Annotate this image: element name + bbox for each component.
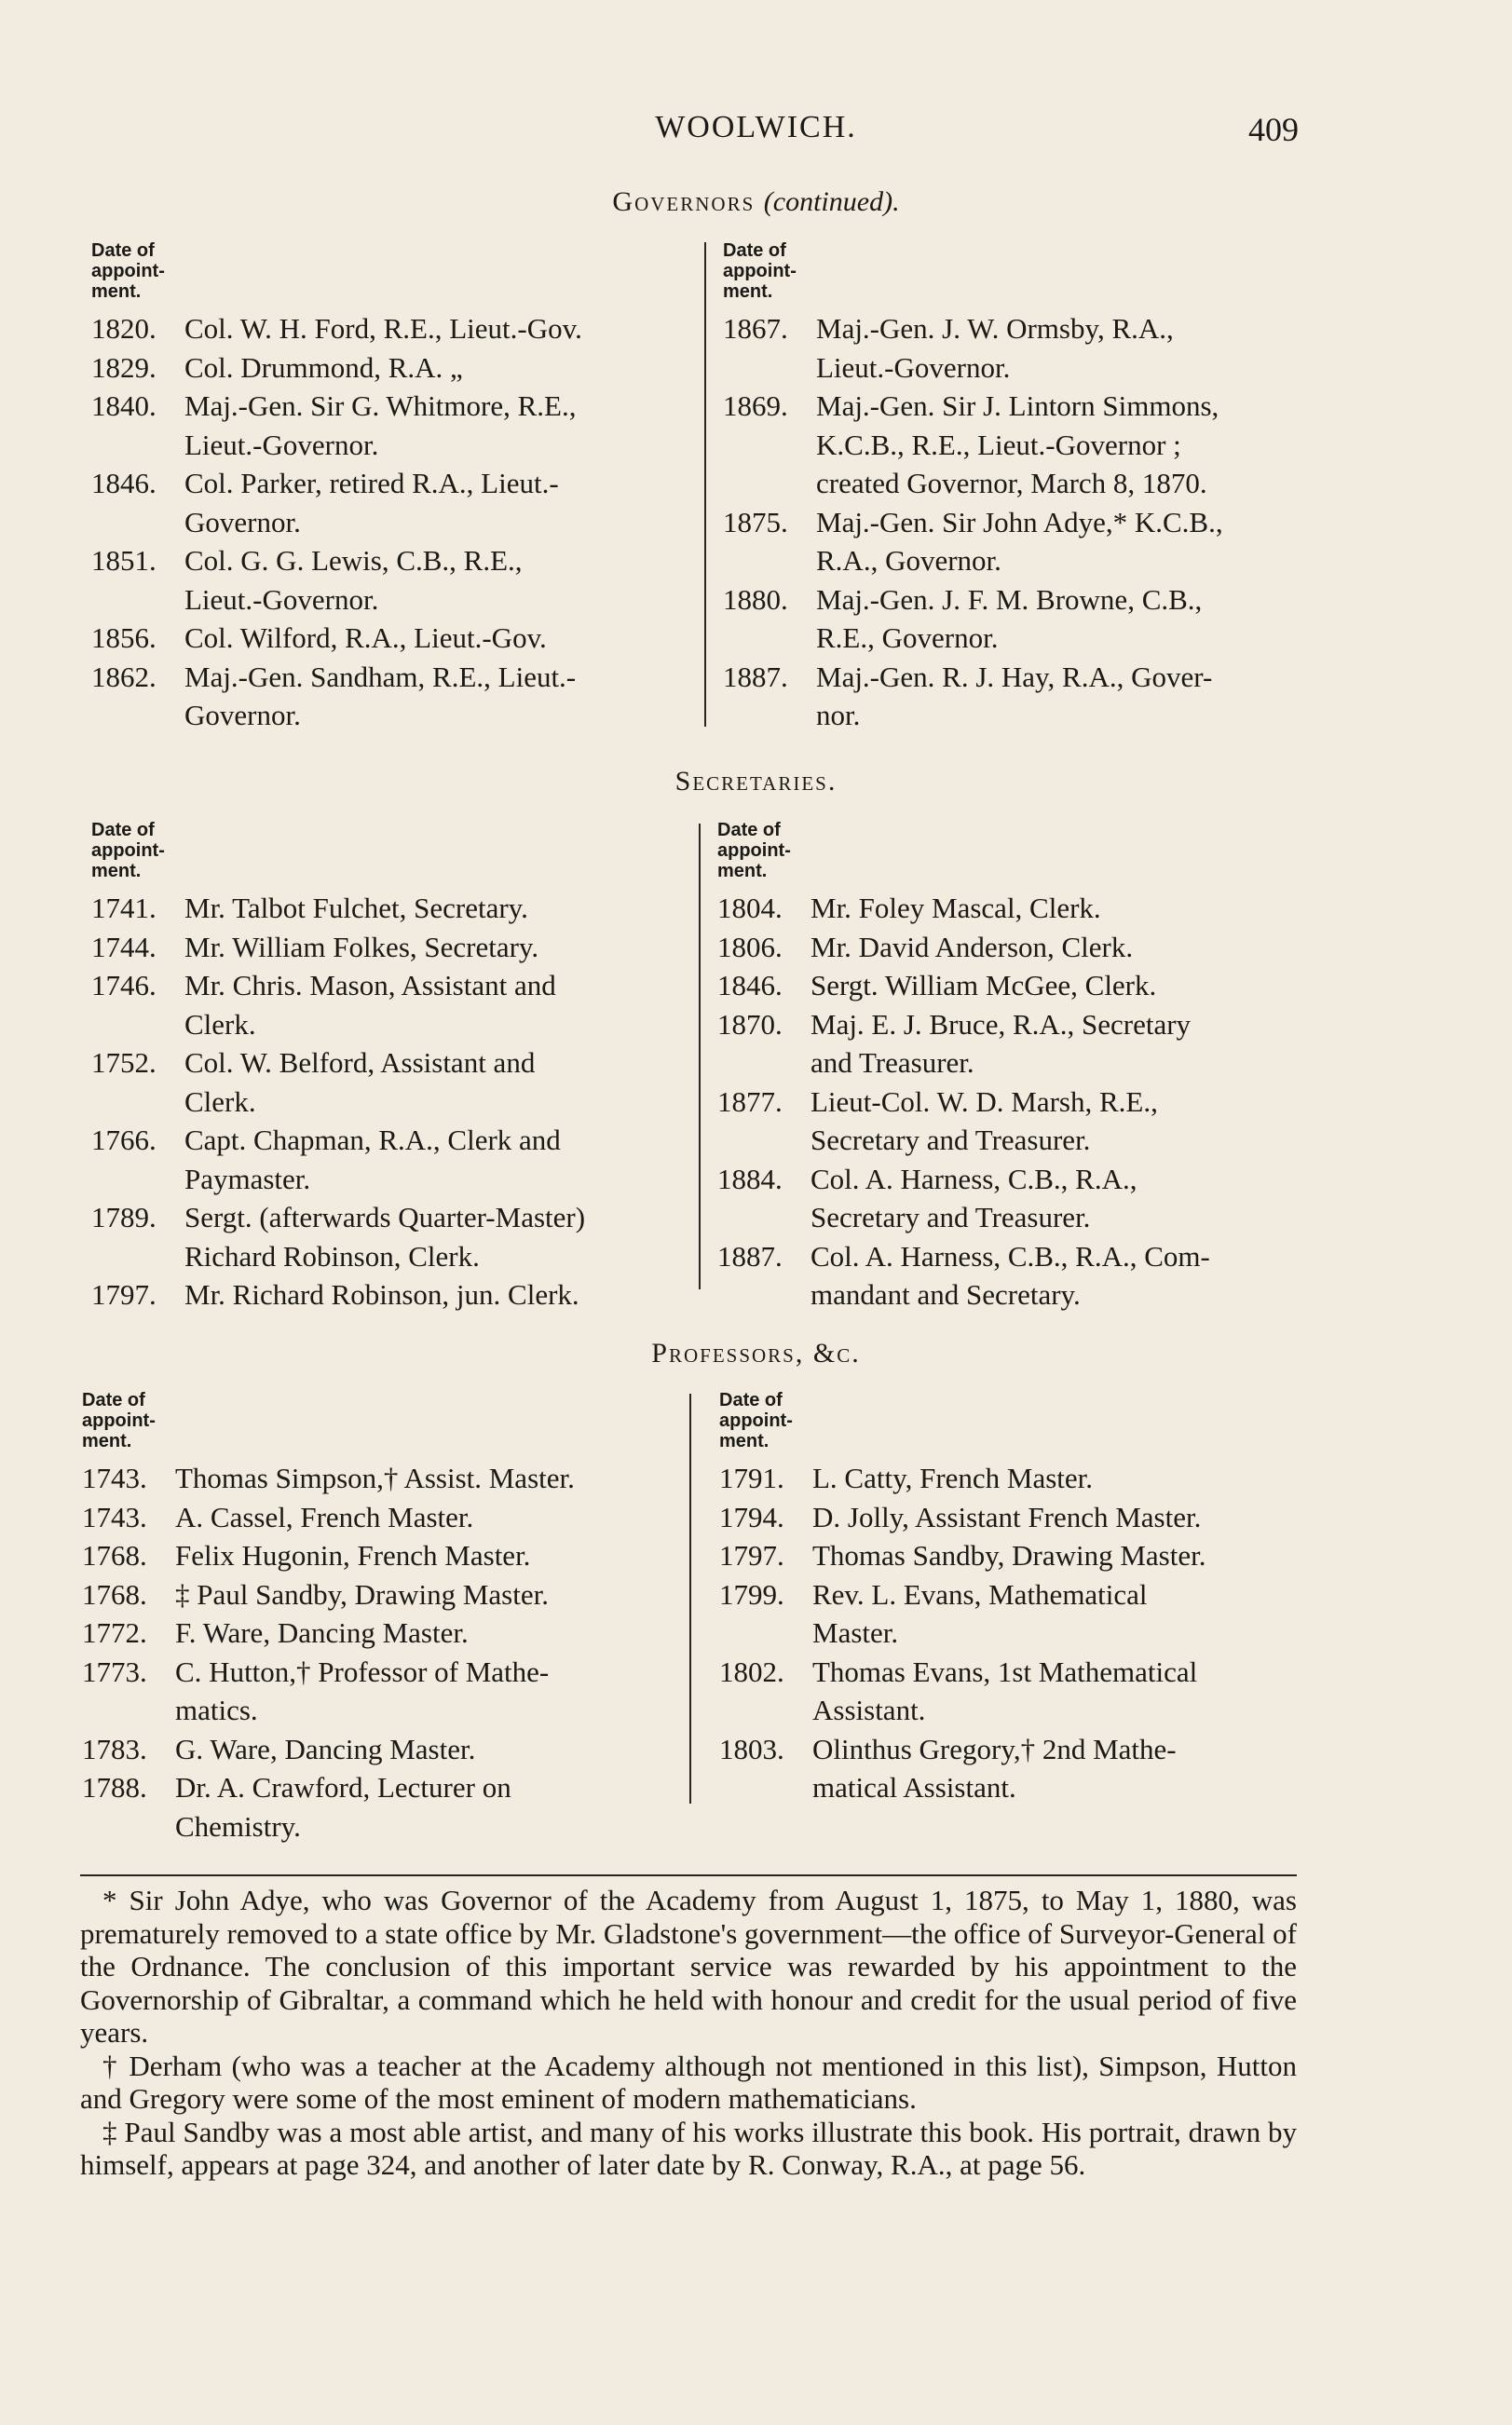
date-of-appointment-header: Date of appoint- ment. xyxy=(717,820,791,881)
appointment-entry xyxy=(91,387,682,464)
appointee-text-continued: mandant and Secretary. xyxy=(810,1278,1081,1311)
appointee-text: Mr. Chris. Mason, Assistant and xyxy=(184,969,556,1001)
appointee-text: Mr. Foley Mascal, Clerk. xyxy=(810,892,1101,924)
appointment-entry xyxy=(719,1498,1304,1537)
appointment-entry xyxy=(723,309,1304,387)
appointment-entry xyxy=(91,348,682,388)
appointment-year: 1869. xyxy=(723,389,788,422)
appointee-text: Mr. Richard Robinson, jun. Clerk. xyxy=(184,1278,579,1311)
column-rule xyxy=(699,824,701,1289)
appointee-text-continued: and Treasurer. xyxy=(810,1046,974,1079)
appointment-entry xyxy=(91,966,678,1043)
appointee-text: ‡ Paul Sandby, Drawing Master. xyxy=(175,1577,549,1611)
appointee-text: Mr. Talbot Fulchet, Secretary. xyxy=(184,892,528,924)
appointee-text: Olinthus Gregory,† 2nd Mathe- xyxy=(812,1732,1177,1765)
appointment-year: 1851. xyxy=(91,544,157,577)
footnote-adye: * Sir John Adye, who was Governor of the Academy from August 1, 1875, to May 1, 1880, was prematurely removed to a state office by Mr. Gladstone's government—the office of Surveyor-General of the Ordnance. The conclusion of this important service was rewarded by his appointment to the Governorship of Gibraltar, a command which he held with honour and credit for the usual period of five years. xyxy=(80,1884,1297,2049)
date-of-appointment-header: Date of appoint- ment. xyxy=(719,1390,793,1451)
governors-heading-label: Governors xyxy=(612,186,756,217)
appointee-text: Maj.-Gen. Sir John Adye,* K.C.B., xyxy=(816,505,1223,538)
appointment-year: 1887. xyxy=(717,1239,783,1273)
appointment-year: 1743. xyxy=(82,1462,147,1494)
appointee-text-continued: R.E., Governor. xyxy=(816,621,999,654)
appointee-text: Thomas Sandby, Drawing Master. xyxy=(812,1539,1206,1572)
appointment-year: 1877. xyxy=(717,1084,783,1118)
appointment-year: 1773. xyxy=(82,1655,147,1688)
appointment-year: 1743. xyxy=(82,1500,147,1533)
appointment-year: 1752. xyxy=(91,1046,157,1079)
appointment-year: 1846. xyxy=(91,467,157,499)
appointment-entry xyxy=(719,1575,1304,1653)
appointment-entry xyxy=(91,928,678,967)
appointment-entry xyxy=(91,658,682,735)
appointment-year: 1806. xyxy=(717,930,783,963)
appointee-text: Felix Hugonin, French Master. xyxy=(175,1539,531,1572)
appointee-text: Col. Wilford, R.A., Lieut.-Gov. xyxy=(184,621,547,654)
appointment-year: 1766. xyxy=(91,1124,157,1156)
appointment-entry xyxy=(82,1653,678,1730)
appointment-year: 1772. xyxy=(82,1616,147,1649)
footnotes xyxy=(80,1884,1297,2182)
appointee-text: Col. Drummond, R.A. „ xyxy=(184,350,463,384)
appointment-entry xyxy=(91,541,682,619)
appointee-text: Maj.-Gen. J. W. Ormsby, R.A., xyxy=(816,312,1174,345)
appointment-entry xyxy=(717,1237,1304,1315)
secretaries-left-column xyxy=(91,820,678,1315)
appointee-text: Col. A. Harness, C.B., R.A., xyxy=(810,1162,1137,1195)
appointment-entry xyxy=(82,1575,678,1614)
appointment-year: 1789. xyxy=(91,1201,157,1233)
appointee-text: F. Ware, Dancing Master. xyxy=(175,1616,469,1649)
appointment-entry xyxy=(82,1730,678,1769)
appointment-year: 1794. xyxy=(719,1500,784,1533)
appointee-text-continued: nor. xyxy=(816,699,861,731)
appointment-entry xyxy=(723,387,1304,503)
appointee-text: C. Hutton,† Professor of Mathe- xyxy=(175,1655,550,1688)
appointee-text: Rev. L. Evans, Mathematical xyxy=(812,1577,1148,1611)
appointee-text-continued: Paymaster. xyxy=(184,1162,311,1195)
appointment-year: 1887. xyxy=(723,660,788,693)
appointee-text: Maj.-Gen. J. F. M. Browne, C.B., xyxy=(816,582,1203,616)
appointment-entry xyxy=(91,619,682,658)
appointment-entry xyxy=(91,1043,678,1121)
column-rule xyxy=(689,1394,691,1804)
appointment-year: 1884. xyxy=(717,1162,783,1195)
appointment-entry xyxy=(82,1536,678,1575)
appointee-text-continued: Governor. xyxy=(184,505,301,538)
date-of-appointment-header: Date of appoint- ment. xyxy=(82,1390,156,1451)
running-head xyxy=(0,110,1512,157)
governors-left-column xyxy=(91,240,682,735)
appointment-entry xyxy=(719,1459,1304,1498)
appointment-year: 1880. xyxy=(723,582,788,616)
appointee-text: Maj.-Gen. Sir J. Lintorn Simmons, xyxy=(816,389,1219,422)
appointment-entry xyxy=(91,309,682,348)
appointment-entry xyxy=(719,1536,1304,1575)
appointee-text: Col. G. G. Lewis, C.B., R.E., xyxy=(184,544,523,577)
appointee-text: Col. W. H. Ford, R.E., Lieut.-Gov. xyxy=(184,312,582,345)
appointee-text-continued: Chemistry. xyxy=(175,1809,301,1843)
appointee-text: D. Jolly, Assistant French Master. xyxy=(812,1500,1202,1533)
appointment-year: 1820. xyxy=(91,312,157,345)
appointment-entry xyxy=(82,1614,678,1653)
appointment-entry xyxy=(91,889,678,928)
date-of-appointment-header: Date of appoint- ment. xyxy=(723,240,797,302)
appointee-text-continued: Master. xyxy=(812,1616,899,1649)
appointee-text-continued: K.C.B., R.E., Lieut.-Governor ; xyxy=(816,428,1181,461)
appointment-entry xyxy=(719,1653,1304,1730)
appointment-year: 1856. xyxy=(91,621,157,654)
appointment-entry xyxy=(717,966,1304,1005)
appointee-text: Maj. E. J. Bruce, R.A., Secretary xyxy=(810,1007,1192,1041)
professors-left-column xyxy=(82,1390,678,1846)
appointment-entry xyxy=(91,1121,678,1198)
appointee-text: Lieut-Col. W. D. Marsh, R.E., xyxy=(810,1084,1158,1118)
footnote-sandby: ‡ Paul Sandby was a most able artist, and many of his works illustrate this book. His portrait, drawn by himself, appears at page 324, and another of later date by R. Conway, R.A., at page 56. xyxy=(80,2115,1297,2181)
appointment-year: 1875. xyxy=(723,505,788,538)
appointment-year: 1744. xyxy=(91,930,157,963)
appointee-text: Sergt. (afterwards Quarter-Master) xyxy=(184,1201,586,1233)
appointment-entry xyxy=(723,503,1304,580)
appointee-text: Maj.-Gen. Sandham, R.E., Lieut.- xyxy=(184,660,577,693)
appointee-text: Col. W. Belford, Assistant and xyxy=(184,1046,536,1079)
appointment-entry xyxy=(717,889,1304,928)
secretaries-right-column xyxy=(717,820,1304,1315)
appointee-text-continued: Secretary and Treasurer. xyxy=(810,1201,1091,1233)
appointee-text-continued: Clerk. xyxy=(184,1084,256,1118)
column-rule xyxy=(704,242,706,727)
appointee-text-continued: created Governor, March 8, 1870. xyxy=(816,467,1207,499)
professors-heading: Professors, &c. xyxy=(651,1338,861,1369)
appointment-entry xyxy=(82,1459,678,1498)
appointee-text: Sergt. William McGee, Clerk. xyxy=(810,969,1157,1001)
appointment-year: 1783. xyxy=(82,1732,147,1765)
appointee-text: A. Cassel, French Master. xyxy=(175,1500,474,1533)
appointment-year: 1791. xyxy=(719,1462,784,1494)
appointee-text: G. Ware, Dancing Master. xyxy=(175,1732,476,1765)
appointee-text: L. Catty, French Master. xyxy=(812,1462,1094,1494)
appointee-text: Thomas Simpson,† Assist. Master. xyxy=(175,1462,575,1494)
appointment-year: 1840. xyxy=(91,389,157,422)
appointment-year: 1862. xyxy=(91,660,157,693)
appointee-text: Col. Parker, retired R.A., Lieut.- xyxy=(184,467,559,499)
appointee-text: Mr. William Folkes, Secretary. xyxy=(184,930,539,963)
appointment-year: 1829. xyxy=(91,350,157,384)
appointment-entry xyxy=(723,580,1304,658)
date-of-appointment-header: Date of appoint- ment. xyxy=(91,240,165,302)
appointment-entry xyxy=(717,1160,1304,1237)
appointee-text: Maj.-Gen. R. J. Hay, R.A., Gover- xyxy=(816,660,1213,693)
appointment-year: 1799. xyxy=(719,1577,784,1611)
appointee-text: Col. A. Harness, C.B., R.A., Com- xyxy=(810,1239,1210,1273)
governors-heading xyxy=(0,186,1512,218)
appointment-entry xyxy=(91,1198,678,1275)
appointee-text-continued: Governor. xyxy=(184,699,301,731)
appointee-text-continued: Richard Robinson, Clerk. xyxy=(184,1239,480,1273)
appointment-year: 1741. xyxy=(91,892,157,924)
appointee-text-continued: Secretary and Treasurer. xyxy=(810,1124,1091,1156)
appointment-entry xyxy=(723,658,1304,735)
governors-right-column xyxy=(723,240,1304,735)
footnote-rule xyxy=(80,1874,1297,1876)
appointee-text-continued: Lieut.-Governor. xyxy=(816,350,1011,384)
appointment-year: 1797. xyxy=(91,1278,157,1311)
appointee-text: Thomas Evans, 1st Mathematical xyxy=(812,1655,1198,1688)
governors-heading-continued: (continued). xyxy=(763,186,900,217)
appointee-text: Mr. David Anderson, Clerk. xyxy=(810,930,1134,963)
appointment-year: 1797. xyxy=(719,1539,784,1572)
appointee-text-continued: matics. xyxy=(175,1694,258,1726)
appointment-year: 1804. xyxy=(717,892,783,924)
appointment-year: 1768. xyxy=(82,1577,147,1611)
appointment-year: 1870. xyxy=(717,1007,783,1041)
appointment-entry xyxy=(719,1730,1304,1807)
appointment-entry xyxy=(717,1083,1304,1160)
appointment-year: 1802. xyxy=(719,1655,784,1688)
secretaries-heading: Secretaries. xyxy=(674,766,838,797)
appointment-entry xyxy=(91,464,682,541)
appointment-year: 1746. xyxy=(91,969,157,1001)
appointment-year: 1846. xyxy=(717,969,783,1001)
appointment-year: 1867. xyxy=(723,312,788,345)
appointment-entry xyxy=(82,1768,678,1846)
appointment-year: 1768. xyxy=(82,1539,147,1572)
professors-right-column xyxy=(719,1390,1304,1807)
appointment-entry xyxy=(91,1275,678,1315)
appointee-text: Dr. A. Crawford, Lecturer on xyxy=(175,1771,511,1804)
appointee-text-continued: Clerk. xyxy=(184,1007,256,1041)
appointee-text-continued: matical Assistant. xyxy=(812,1771,1016,1804)
date-of-appointment-header: Date of appoint- ment. xyxy=(91,820,165,881)
appointee-text: Maj.-Gen. Sir G. Whitmore, R.E., xyxy=(184,389,577,422)
appointee-text-continued: Lieut.-Governor. xyxy=(184,428,379,461)
appointment-year: 1788. xyxy=(82,1771,147,1804)
appointee-text-continued: R.A., Governor. xyxy=(816,544,1001,577)
appointee-text: Capt. Chapman, R.A., Clerk and xyxy=(184,1124,561,1156)
appointment-entry xyxy=(717,928,1304,967)
appointment-year: 1803. xyxy=(719,1732,784,1765)
appointee-text-continued: Lieut.-Governor. xyxy=(184,582,379,616)
appointment-entry xyxy=(82,1498,678,1537)
appointment-entry xyxy=(717,1005,1304,1083)
footnote-derham: † Derham (who was a teacher at the Academy although not mentioned in this list), Simpson, Hutton and Gregory were some of the most eminent of modern mathematicians. xyxy=(80,2049,1297,2115)
page-number: 409 xyxy=(1248,111,1299,148)
running-title: WOOLWICH. xyxy=(655,110,857,144)
appointee-text-continued: Assistant. xyxy=(812,1694,926,1726)
